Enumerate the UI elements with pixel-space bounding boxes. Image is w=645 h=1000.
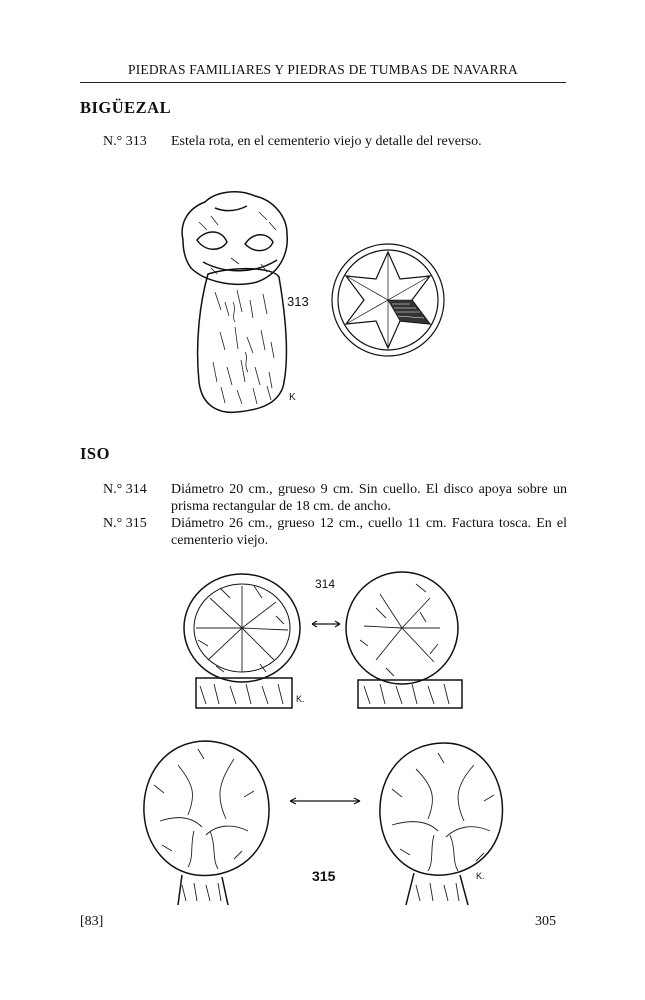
section-title-iso: ISO: [80, 444, 110, 463]
entry-315: [103, 515, 567, 549]
entry-313: [103, 133, 567, 150]
section-title-biguezal: BIGÜEZAL: [80, 98, 172, 117]
figure-label-315: 315: [312, 868, 336, 884]
entry-text: Diámetro 26 cm., grueso 12 cm., cuello 11 cm. Factura tosca. En el cementerio viejo.: [171, 516, 567, 548]
figure-315: [138, 735, 518, 910]
entry-text: Diámetro 20 cm., grueso 9 cm. Sin cuello. El disco apoya sobre un prisma rectangular de 18 cm. de ancho.: [171, 482, 567, 514]
entry-314: [103, 481, 567, 515]
page-reference: [83]: [80, 914, 104, 929]
artist-signature: K.: [476, 871, 485, 881]
entry-number: N.° 314: [103, 482, 147, 497]
artist-signature: K.: [296, 694, 305, 704]
figure-label-314: 314: [315, 577, 336, 591]
running-head: PIEDRAS FAMILIARES Y PIEDRAS DE TUMBAS DE NAVARRA: [80, 62, 566, 83]
page-number: 305: [535, 914, 556, 929]
artist-signature: K: [289, 392, 296, 403]
figure-313: [175, 182, 455, 422]
entry-number: N.° 313: [103, 134, 147, 149]
figure-label-313: 313: [287, 294, 309, 309]
figure-314: [180, 568, 470, 713]
entry-number: N.° 315: [103, 516, 147, 531]
entry-text: Estela rota, en el cementerio viejo y detalle del reverso.: [171, 134, 482, 149]
